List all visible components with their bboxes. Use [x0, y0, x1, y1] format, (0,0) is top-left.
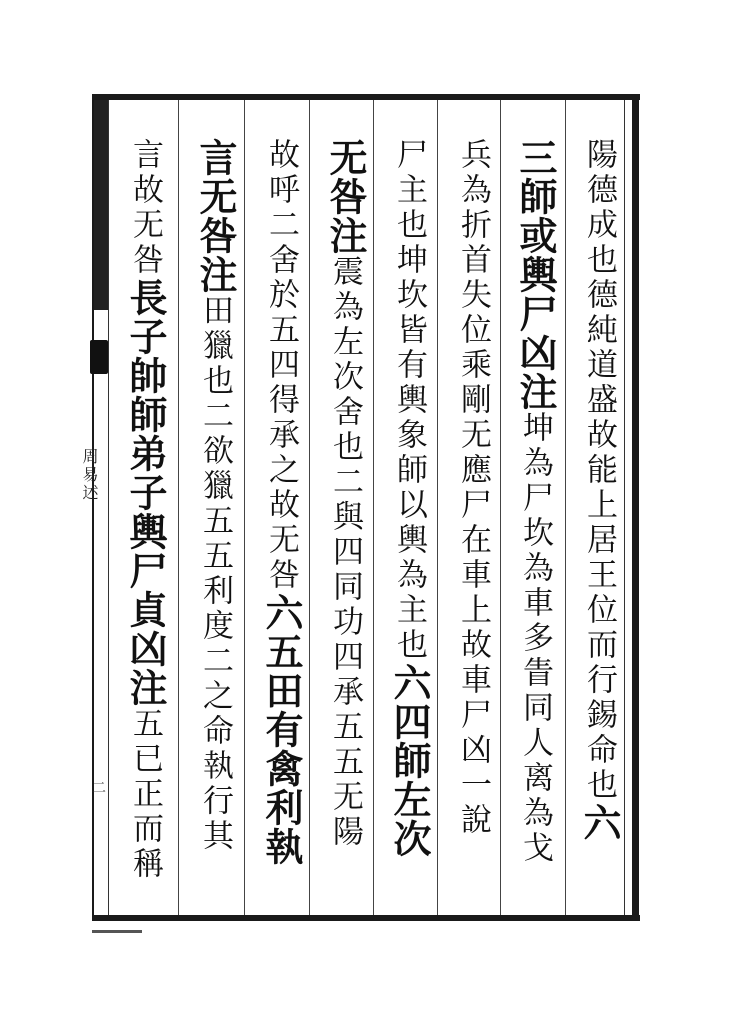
- fishtail-mark: [90, 340, 108, 374]
- column-rule: [565, 100, 566, 915]
- frame-top-border: [92, 94, 640, 100]
- frame-right-border: [632, 94, 639, 921]
- text-column: [194, 138, 236, 854]
- frame-bottom-border: [92, 915, 640, 921]
- main-text: 六五田有禽利執: [259, 593, 304, 866]
- commentary-text: 陽德成也德純道盛故能上居王位而行錫命也: [581, 138, 617, 803]
- binding-edge-mark: [94, 100, 108, 310]
- column-rule: [309, 100, 310, 915]
- commentary-text: 五已正而稱: [127, 707, 163, 882]
- main-text: 六四師左次: [387, 663, 432, 858]
- page-number: 二: [90, 780, 106, 794]
- text-column: [124, 138, 166, 882]
- commentary-text: 言故无咎: [127, 138, 163, 278]
- text-column: [260, 138, 302, 866]
- inner-right-rule: [624, 100, 625, 915]
- text-column: [514, 138, 556, 866]
- column-rule: [178, 100, 179, 915]
- inner-left-rule: [108, 100, 109, 915]
- text-column: [388, 138, 430, 858]
- column-rule: [437, 100, 438, 915]
- main-text: 長子帥師弟子輿尸貞凶注: [123, 278, 168, 707]
- commentary-text: 坤為尸坎為車多眚同人离為戈: [517, 411, 553, 866]
- margin-title: 周易述: [80, 448, 99, 502]
- text-column: [452, 138, 494, 838]
- frame-stub: [92, 930, 142, 933]
- main-text: 无咎注: [323, 138, 368, 255]
- column-rule: [500, 100, 501, 915]
- commentary-text: 震為左次舍也二與四同功四承五五无陽: [327, 255, 363, 850]
- text-column: [578, 138, 620, 842]
- main-text: 三師或輿尸凶注: [513, 138, 558, 411]
- commentary-text: 尸主也坤坎皆有輿象師以輿為主也: [391, 138, 427, 663]
- commentary-text: 兵為折首失位乘剛无應尸在車上故車尸凶一說: [455, 138, 491, 838]
- main-text: 六: [577, 803, 622, 842]
- main-text: 言无咎注: [193, 138, 238, 294]
- commentary-text: 故呼二舍於五四得承之故无咎: [263, 138, 299, 593]
- commentary-text: 田獵也二欲獵五五利度二之命執行其: [197, 294, 233, 854]
- column-rule: [244, 100, 245, 915]
- column-rule: [373, 100, 374, 915]
- text-column: [324, 138, 366, 850]
